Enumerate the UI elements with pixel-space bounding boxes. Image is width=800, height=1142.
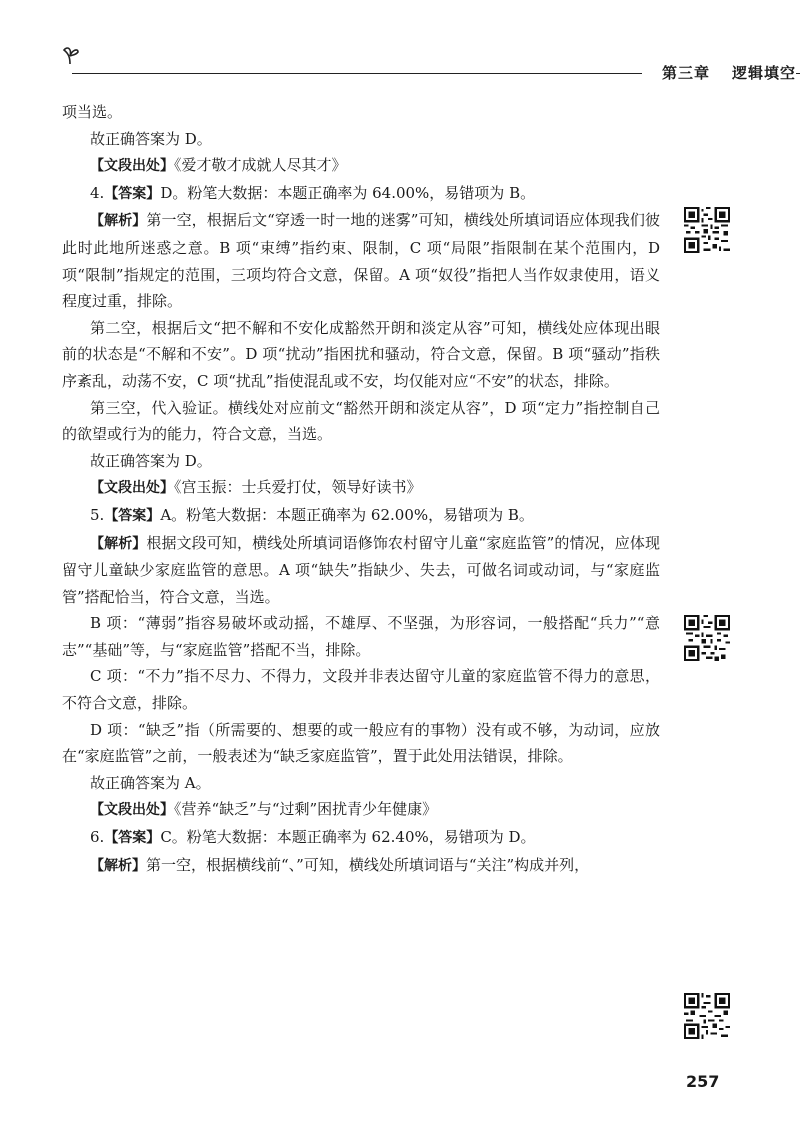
page-number: 257 — [686, 1072, 720, 1091]
paragraph: 第二空，根据后文“把不解和不安化成豁然开朗和淡定从容”可知，横线处应体现出眼前的状态是“不解和不安”。D 项“扰动”指困扰和骚动，符合文意，保留。B 项“骚动”指秩序紊乱，动荡不安，C 项“扰乱”指使混乱或不安，均仅能对应“不安”的状态，排除。 — [62, 318, 660, 390]
qr-code-icon[interactable] — [684, 993, 730, 1039]
source-paragraph: 【文段出处】《营养“缺乏”与“过剩”困扰青少年健康》 — [90, 800, 438, 819]
source-paragraph: 【文段出处】《宫玉振：士兵爱打仗，领导好读书》 — [90, 478, 422, 497]
header-rule-left — [72, 73, 642, 74]
analysis-paragraph: 【解析】根据文段可知，横线处所填词语修饰农村留守儿童“家庭监管”的情况，应体现留守儿童缺少家庭监管的意思。A 项“缺失”指缺少、失去，可做名词或动词，与“家庭监管”搭配恰当，符合文意，当选。 — [62, 533, 661, 606]
leaf-icon — [58, 42, 82, 66]
answer-paragraph: 4.【答案】D。粉笔大数据：本题正确率为 64.00%，易错项为 B。 — [90, 183, 536, 202]
paragraph: 故正确答案为 D。 — [90, 129, 212, 148]
section-title: 逻辑填空 — [732, 64, 797, 82]
paragraph: 故正确答案为 A。 — [90, 773, 211, 792]
paragraph: C 项：“不力”指不尽力、不得力，文段并非表达留守儿童的家庭监管不得力的意思，不符合文意，排除。 — [62, 667, 660, 713]
paragraph: 故正确答案为 D。 — [90, 451, 212, 470]
chapter-label: 第三章 — [662, 64, 711, 82]
paragraph: B 项：“薄弱”指容易破坏或动摇，不雄厚、不坚强，为形容词，一般搭配“兵力”“意志”“基础”等，与“家庭监管”搭配不当，排除。 — [62, 614, 660, 659]
page-content — [62, 99, 660, 879]
paragraph: 第三空，代入验证。横线处对应前文“豁然开朗和淡定从容”，D 项“定力”指控制自己的欲望或行为的能力，符合文意，当选。 — [62, 398, 660, 444]
header-rule-right — [796, 73, 800, 74]
analysis-paragraph: 【解析】第一空，根据后文“穿透一时一地的迷雾”可知，横线处所填词语应体现我们彼此时此地所迷惑之意。B 项“束缚”指约束、限制，C 项“局限”指限制在某个范围内，D 项“限制”指规定的范围，三项均符合文意，保留。A 项“奴役”指把人当作奴隶使用，语义程度过重，排除。 — [62, 211, 661, 311]
qr-code-icon[interactable] — [684, 207, 730, 253]
analysis-paragraph: 【解析】第一空，根据横线前“、”可知，横线处所填词语与“关注”构成并列， — [90, 855, 590, 874]
paragraph: 项当选。 — [62, 103, 123, 121]
source-paragraph: 【文段出处】《爱才敬才成就人尽其才》 — [90, 156, 347, 175]
qr-code-icon[interactable] — [684, 615, 730, 661]
answer-paragraph: 6.【答案】C。粉笔大数据：本题正确率为 62.40%，易错项为 D。 — [90, 828, 536, 847]
page-header — [58, 42, 800, 82]
answer-paragraph: 5.【答案】A。粉笔大数据：本题正确率为 62.00%，易错项为 B。 — [90, 505, 534, 524]
paragraph: D 项：“缺乏”指（所需要的、想要的或一般应有的事物）没有或不够，为动词，应放在“家庭监管”之前，一般表述为“缺乏家庭监管”，置于此处用法错误，排除。 — [62, 720, 660, 766]
